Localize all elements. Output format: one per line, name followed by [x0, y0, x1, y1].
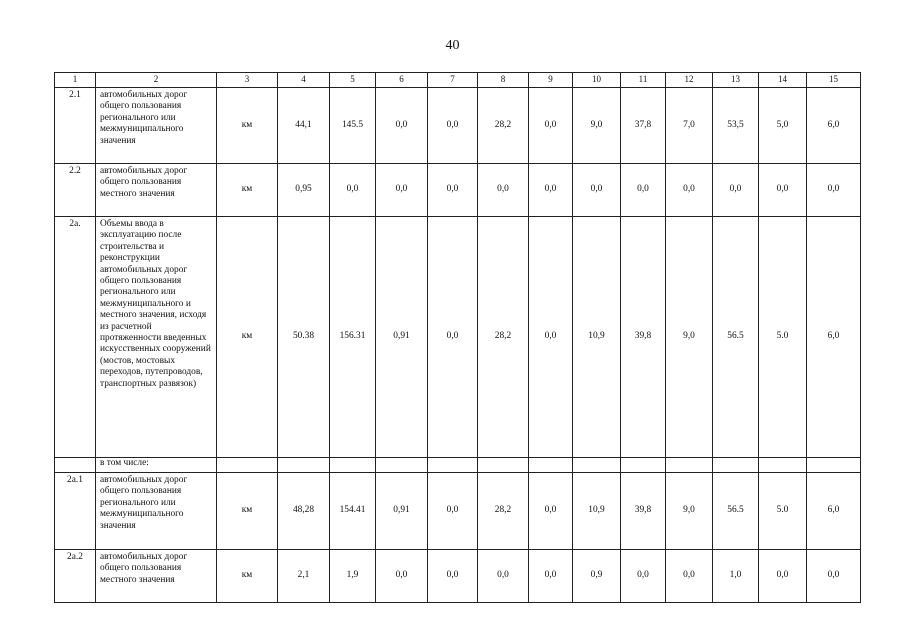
value-cell — [713, 458, 759, 473]
value-cell: 0,0 — [428, 217, 478, 458]
value-cell: 0,9 — [573, 550, 621, 603]
header-cell: 11 — [621, 73, 666, 88]
value-cell: 0,0 — [376, 164, 428, 217]
value-cell — [278, 458, 330, 473]
value-cell — [330, 458, 376, 473]
value-cell: 0,0 — [529, 164, 573, 217]
value-cell: 0,0 — [529, 88, 573, 164]
row-index: 2а. — [55, 217, 96, 458]
value-cell: 37,8 — [621, 88, 666, 164]
row-description: автомобильных дорог общего пользования местного значения — [96, 164, 217, 217]
table-row — [55, 88, 861, 164]
table-header-row — [55, 73, 861, 88]
header-cell: 8 — [478, 73, 529, 88]
header-cell: 4 — [278, 73, 330, 88]
value-cell: 10,9 — [573, 217, 621, 458]
value-cell: 50.38 — [278, 217, 330, 458]
value-cell: 0,0 — [759, 550, 807, 603]
row-unit: км — [217, 550, 278, 603]
header-cell: 13 — [713, 73, 759, 88]
value-cell — [529, 458, 573, 473]
value-cell — [428, 458, 478, 473]
value-cell: 6,0 — [807, 88, 861, 164]
row-description: в том числе: — [96, 458, 217, 473]
row-description: автомобильных дорог общего пользования регионального или межмуниципального значения — [96, 473, 217, 550]
value-cell: 0,0 — [376, 550, 428, 603]
header-cell: 3 — [217, 73, 278, 88]
value-cell: 5.0 — [759, 473, 807, 550]
header-cell: 5 — [330, 73, 376, 88]
value-cell: 0,0 — [807, 164, 861, 217]
value-cell: 0,0 — [621, 164, 666, 217]
value-cell — [376, 458, 428, 473]
row-index: 2.1 — [55, 88, 96, 164]
value-cell: 0,91 — [376, 473, 428, 550]
row-unit — [217, 458, 278, 473]
table-row — [55, 217, 861, 458]
header-cell: 6 — [376, 73, 428, 88]
value-cell — [621, 458, 666, 473]
row-description: Объемы ввода в эксплуатацию после строительства и реконструкции автомобильных дорог общего пользования регионального или межмуниципального и местного значения, исходя из расчетной протяженности введенных искусственных сооружений (мостов, мостовых переходов, путепроводов, транспортных развязок) — [96, 217, 217, 458]
value-cell: 1,9 — [330, 550, 376, 603]
row-description: автомобильных дорог общего пользования регионального или межмуниципального значения — [96, 88, 217, 164]
header-cell: 9 — [529, 73, 573, 88]
row-description: автомобильных дорог общего пользования местного значения — [96, 550, 217, 603]
value-cell: 0,0 — [529, 217, 573, 458]
table-row — [55, 473, 861, 550]
header-cell: 7 — [428, 73, 478, 88]
value-cell: 56.5 — [713, 217, 759, 458]
value-cell: 145.5 — [330, 88, 376, 164]
value-cell: 0,0 — [428, 473, 478, 550]
table-row — [55, 458, 861, 473]
row-index: 2а.2 — [55, 550, 96, 603]
value-cell: 0,0 — [621, 550, 666, 603]
row-unit: км — [217, 473, 278, 550]
value-cell — [759, 458, 807, 473]
table-row — [55, 164, 861, 217]
value-cell: 28,2 — [478, 88, 529, 164]
value-cell: 53,5 — [713, 88, 759, 164]
value-cell: 39,8 — [621, 473, 666, 550]
value-cell: 0,0 — [478, 550, 529, 603]
value-cell: 5.0 — [759, 217, 807, 458]
value-cell: 7,0 — [666, 88, 713, 164]
value-cell: 0,0 — [807, 550, 861, 603]
value-cell: 5,0 — [759, 88, 807, 164]
row-unit: км — [217, 88, 278, 164]
value-cell: 0,0 — [573, 164, 621, 217]
value-cell: 9,0 — [666, 473, 713, 550]
row-index: 2.2 — [55, 164, 96, 217]
value-cell: 0,0 — [666, 164, 713, 217]
value-cell: 6,0 — [807, 473, 861, 550]
page-number: 40 — [445, 38, 460, 53]
value-cell: 28,2 — [478, 473, 529, 550]
table-row — [55, 550, 861, 603]
value-cell: 0,0 — [428, 88, 478, 164]
value-cell: 0,0 — [428, 550, 478, 603]
value-cell: 10,9 — [573, 473, 621, 550]
value-cell — [807, 458, 861, 473]
value-cell: 154.41 — [330, 473, 376, 550]
row-index: 2а.1 — [55, 473, 96, 550]
value-cell — [573, 458, 621, 473]
value-cell: 9,0 — [573, 88, 621, 164]
row-unit: км — [217, 217, 278, 458]
value-cell: 56.5 — [713, 473, 759, 550]
header-cell: 15 — [807, 73, 861, 88]
value-cell: 0,0 — [428, 164, 478, 217]
value-cell: 1,0 — [713, 550, 759, 603]
value-cell: 44,1 — [278, 88, 330, 164]
value-cell: 0,0 — [376, 88, 428, 164]
value-cell: 0,0 — [330, 164, 376, 217]
value-cell: 0,0 — [713, 164, 759, 217]
value-cell: 0,0 — [478, 164, 529, 217]
header-cell: 14 — [759, 73, 807, 88]
value-cell: 48,28 — [278, 473, 330, 550]
row-unit: км — [217, 164, 278, 217]
header-cell: 12 — [666, 73, 713, 88]
value-cell: 39,8 — [621, 217, 666, 458]
row-index — [55, 458, 96, 473]
value-cell — [478, 458, 529, 473]
header-cell: 10 — [573, 73, 621, 88]
value-cell: 0,0 — [529, 550, 573, 603]
value-cell: 28,2 — [478, 217, 529, 458]
data-table — [54, 72, 861, 603]
header-cell: 1 — [55, 73, 96, 88]
value-cell: 0,0 — [759, 164, 807, 217]
value-cell: 0,91 — [376, 217, 428, 458]
value-cell: 2,1 — [278, 550, 330, 603]
header-cell: 2 — [96, 73, 217, 88]
value-cell: 156.31 — [330, 217, 376, 458]
value-cell: 6,0 — [807, 217, 861, 458]
value-cell — [666, 458, 713, 473]
value-cell: 0,95 — [278, 164, 330, 217]
value-cell: 0,0 — [666, 550, 713, 603]
value-cell: 9,0 — [666, 217, 713, 458]
value-cell: 0,0 — [529, 473, 573, 550]
